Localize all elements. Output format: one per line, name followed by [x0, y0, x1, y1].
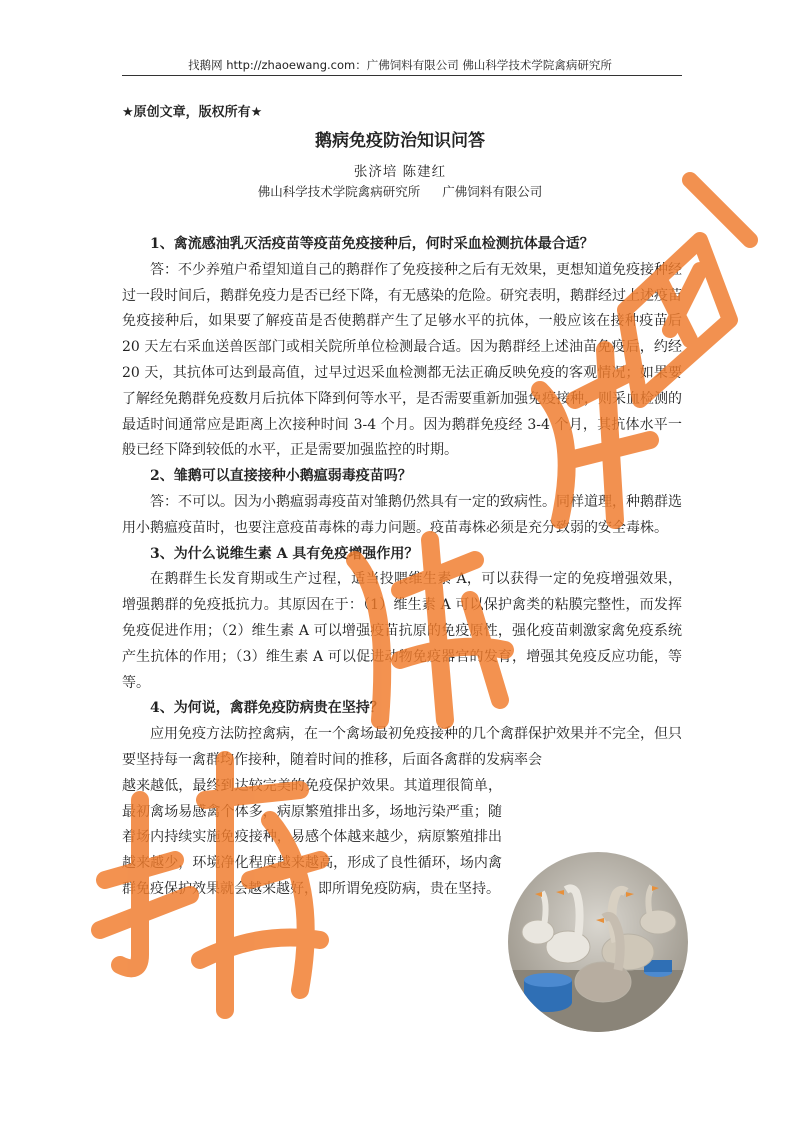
answer-paragraph-4b: 越来越低，最终到达较完美的免疫保护效果。其道理很简单，最初禽场易感禽个体多，病原繁殖排出多，场地污染严重；随着场内持续实施免疫接种，易感个体越来越少，病原繁殖排出越来越少，环境净化程度越来越高，形成了良性循环，场内禽群免疫保护效果就会越来越好，即所谓免疫防病，贵在坚持。: [122, 777, 502, 897]
page-header: 找鹅网 http://zhaoewang.com：广佛饲料有限公司 佛山科学技术学院禽病研究所: [188, 58, 612, 72]
question-heading-4: 4、为何说，禽群免疫防病贵在坚持？: [150, 700, 384, 717]
header-divider: [122, 75, 682, 76]
question-heading-2: 2、雏鹅可以直接接种小鹅瘟弱毒疫苗吗？: [150, 468, 412, 485]
question-heading-3: 3、为什么说维生素 A 具有免疫增强作用？: [150, 545, 419, 562]
article-body: [122, 232, 682, 903]
goose-flock-illustration: [508, 852, 688, 1032]
answer-paragraph-2: 答：不可以。因为小鹅瘟弱毒疫苗对雏鹅仍然具有一定的致病性。同样道理，种鹅群选用小鹅瘟疫苗时，也要注意疫苗毒株的毒力问题。疫苗毒株必须是充分致弱的安全毒株。: [122, 493, 682, 536]
article-affiliations: [0, 182, 800, 200]
answer-paragraph-3: 在鹅群生长发育期或生产过程，适当投喂维生素 A，可以获得一定的免疫增强效果，增强鹅群的免疫抵抗力。其原因在于：（1）维生素 A 可以保护禽类的粘膜完整性，而发挥免疫促进作用；（2）维生素 A 可以增强疫苗抗原的免疫原性，强化疫苗刺激家禽免疫系统产生抗体的作用；（3）维生素 A 可以促进动物免疫器官的发育，增强其免疫反应功能，等等。: [122, 571, 682, 691]
affiliation-2: 广佛饲料有限公司: [442, 184, 543, 199]
article-title: 鹅病免疫防治知识问答: [315, 131, 485, 151]
answer-paragraph-1: 答：不少养殖户希望知道自己的鹅群作了免疫接种之后有无效果，更想知道免疫接种经过一段时间后，鹅群免疫力是否已经下降，有无感染的危险。研究表明，鹅群经过上述疫苗免疫接种后，如果要了解疫苗是否使鹅群产生了足够水平的抗体，一般应该在接种疫苗后 20 天左右采血送兽医部门或相关院所单位检测最合适。因为鹅群经上述油苗免疫后，约经 20 天，其抗体可达到最高值，过早过迟采血检测都无法正确反映免疫的客观情况；如果要了解经免鹅群免疫数月后抗体下降到何等水平，是否需要重新加强免疫接种，则采血检测的最适时间通常应是距离上次接种时间 3-4 个月。因为鹅群免疫经 3-4 个月，其抗体水平一般已经下降到较低的水平，正是需要加强监控的时期。: [122, 261, 682, 459]
question-heading-1: 1、禽流感油乳灭活疫苗等疫苗免疫接种后，何时采血检测抗体最合适？: [150, 236, 594, 252]
affiliation-1: 佛山科学技术学院禽病研究所: [257, 184, 421, 199]
goose-flock-photo: [508, 852, 688, 1032]
answer-paragraph-4a: 应用免疫方法防控禽病，在一个禽场最初免疫接种的几个禽群保护效果并不完全，但只要坚持每一禽群均作接种，随着时间的推移，后面各禽群的发病率会: [122, 726, 682, 768]
article-authors: 张济培 陈建红: [353, 164, 447, 180]
copyright-notice: ★原创文章，版权所有★: [122, 105, 263, 120]
